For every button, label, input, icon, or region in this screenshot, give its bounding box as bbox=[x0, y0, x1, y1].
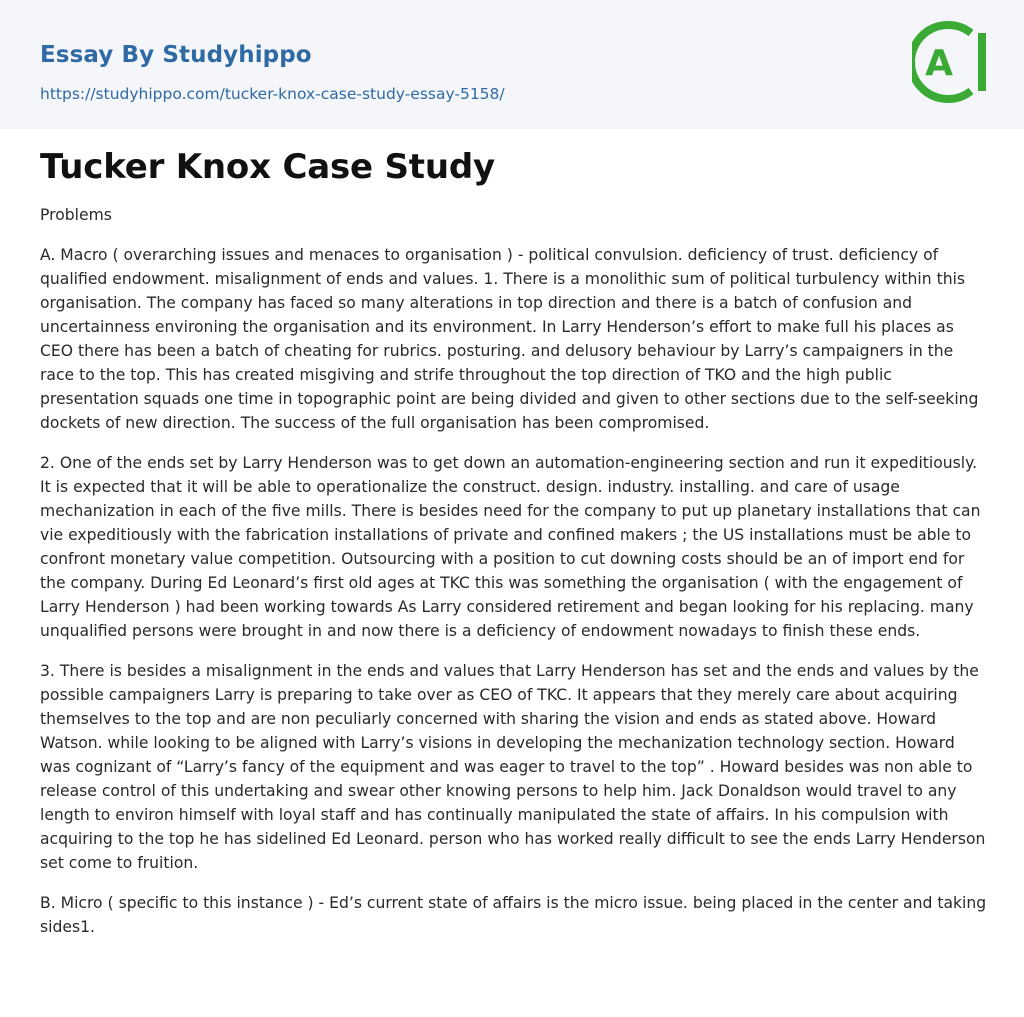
site-header bbox=[0, 0, 1024, 129]
paragraph-goal-three: 3. There is besides a misalignment in the ends and values that Larry Henderson has set and the ends and values by the possible campaigners Larry is preparing to take over as CEO of TKC. It appears that they merely care about acquiring themselves to the top and are non peculiarly concerned with sharing the vision and ends as stated above. Howard Watson. while looking to be aligned with Larry’s visions in developing the mechanization technology section. Howard was cognizant of “Larry’s fancy of the equipment and was eager to travel to the top” . Howard besides was non able to release control of this undertaking and swear other knowing persons to help him. Jack Donaldson would travel to any length to environ himself with loyal staff and has continually manipulated the state of affairs. In his compulsion with acquiring to the top he has sidelined Ed Leonard. person who has worked really difficult to see the ends Larry Henderson set come to fruition. bbox=[40, 662, 986, 872]
page-title: Tucker Knox Case Study bbox=[40, 147, 495, 187]
paragraph-macro: A. Macro ( overarching issues and menaces to organisation ) - political convulsion. deficiency of trust. deficiency of qualified endowment. misalignment of ends and values. 1. There is a monolithic sum of political turbulency within this organisation. The company has faced so many alterations in top direction and there is a batch of confusion and uncertainness environing the organisation and its environment. In Larry Henderson’s effort to make full his places as CEO there has been a batch of cheating for rubrics. posturing. and delusory behaviour by Larry’s campaigners in the race to the top. This has created misgiving and strife throughout the top direction of TKO and the high public presentation squads one time in topographic point are being divided and given to other sections due to the self-seeking dockets of new direction. The success of the full organisation has been compromised. bbox=[40, 246, 979, 432]
logo-letter: A bbox=[925, 43, 953, 84]
paragraph-problems-label: Problems bbox=[40, 206, 112, 224]
brand-title[interactable]: Essay By Studyhippo bbox=[40, 42, 312, 68]
essay-body bbox=[40, 203, 988, 955]
paragraph-goal-two: 2. One of the ends set by Larry Henderson was to get down an automation-engineering section and run it expeditiously. It is expected that it will be able to operationalize the construct. design. industry. installing. and care of usage mechanization in each of the five mills. There is besides need for the company to put up planetary installations that can vie expeditiously with the fabrication installations of private and confined makers ; the US installations must be able to confront monetary value competition. Outsourcing with a position to cut downing costs should be an of import end for the company. During Ed Leonard’s first old ages at TKC this was something the organisation ( with the engagement of Larry Henderson ) had been working towards As Larry considered retirement and began looking for his replacing. many unqualified persons were brought in and now there is a deficiency of endowment nowadays to finish these ends. bbox=[40, 454, 981, 640]
studyhippo-logo-icon[interactable] bbox=[912, 19, 986, 105]
essay-url-link[interactable]: https://studyhippo.com/tucker-knox-case-study-essay-5158/ bbox=[40, 85, 505, 103]
paragraph-micro: B. Micro ( specific to this instance ) - Ed’s current state of affairs is the micro issue. being placed in the center and taking sides1. bbox=[40, 894, 987, 936]
